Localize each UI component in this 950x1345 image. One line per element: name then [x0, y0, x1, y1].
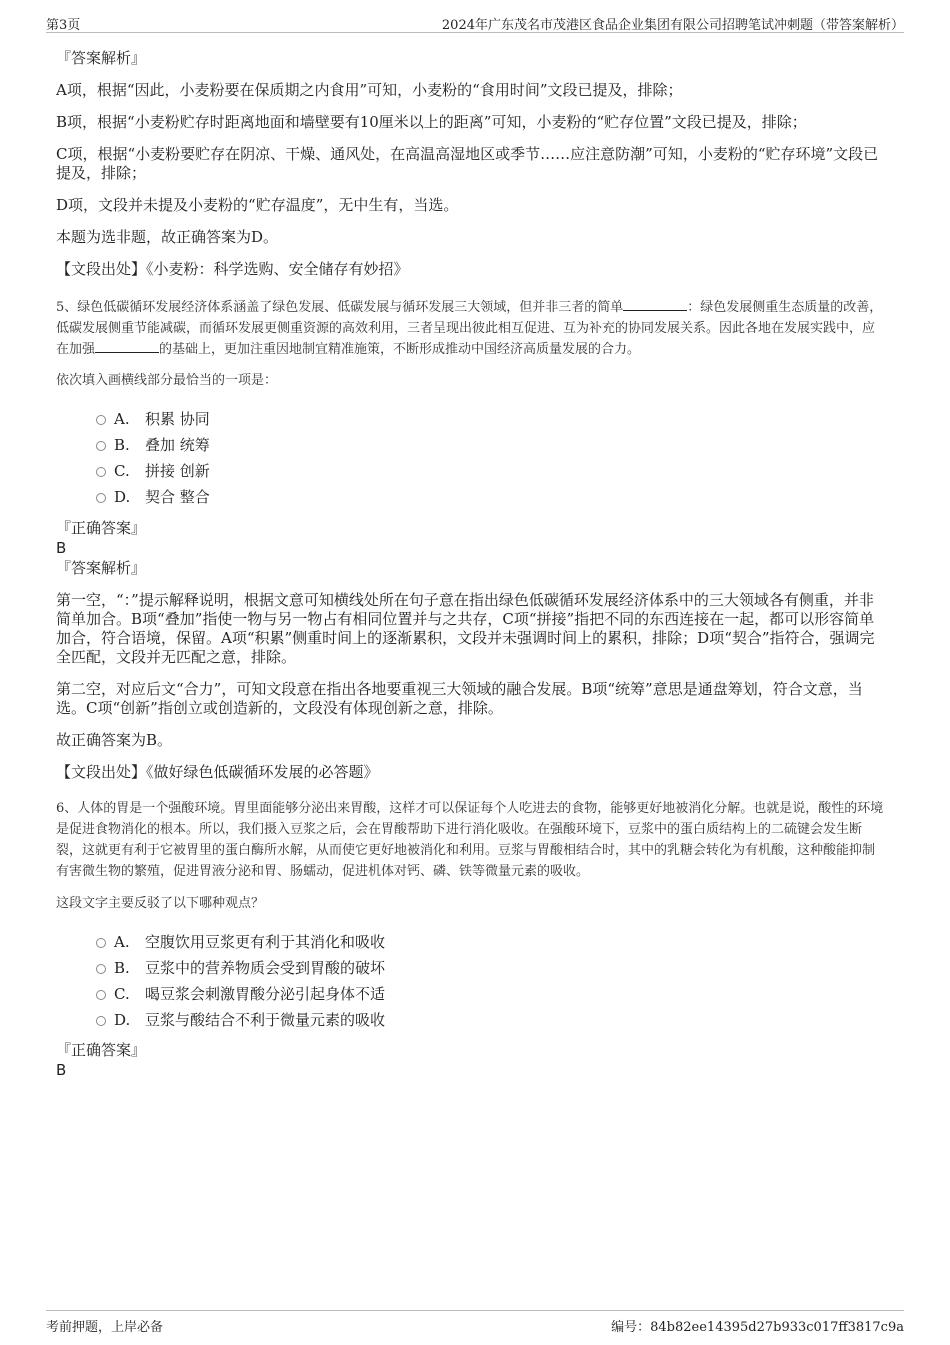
option-letter: A. — [114, 933, 130, 951]
page-header — [46, 12, 904, 33]
document-id: 编号：84b82ee14395d27b933c017ff3817c9a — [611, 1320, 904, 1335]
analysis-item-c: C项，根据“小麦粉要贮存在阴凉、干燥、通风处，在高温高湿地区或季节……应注意防潮”可知，小麦粉的“贮存环境”文段已提及，排除； — [56, 145, 879, 182]
option-b[interactable] — [56, 432, 886, 458]
question-6-options — [56, 929, 886, 1033]
option-text: 豆浆与酸结合不利于微量元素的吸收 — [145, 1011, 386, 1029]
fill-blank-1 — [623, 297, 687, 311]
option-text: 空腹饮用豆浆更有利于其消化和吸收 — [145, 933, 386, 951]
page-content — [56, 46, 886, 1080]
correct-answer-label: 『正确答案』 — [56, 1041, 147, 1059]
option-letter: C. — [114, 462, 130, 480]
page-footer — [46, 1310, 904, 1337]
option-letter: D. — [114, 1011, 131, 1029]
correct-answer-value: B — [56, 1061, 67, 1079]
option-letter: A. — [114, 410, 130, 428]
radio-button-icon[interactable] — [96, 938, 106, 948]
analysis-paragraph-2: 第二空，对应后文“合力”，可知文段意在指出各地要重视三大领域的融合发展。B项“统筹”意思是通盘筹划，符合文意，当选。C项“创新”指创立或创造新的，文段没有体现创新之意，排除。 — [56, 680, 863, 717]
question-5-text-part-2: ：绿色发展侧重生态质量的改善，低碳发展侧重节能减碳，而循环发展更侧重资源的高效利用，三者呈现出彼此相互促进、互为补充的协同发展关系。因此各地在发展实践中，应在加强 — [56, 300, 883, 357]
option-text: 积累 协同 — [145, 410, 210, 428]
option-d[interactable] — [56, 484, 886, 510]
option-text: 契合 整合 — [145, 488, 210, 506]
analysis-conclusion: 故正确答案为B。 — [56, 731, 173, 749]
option-letter: B. — [114, 436, 130, 454]
radio-button-icon[interactable] — [96, 467, 106, 477]
question-5-text-part-3: 的基础上，更加注重因地制宜精准施策，不断形成推动中国经济高质量发展的合力。 — [159, 342, 641, 357]
radio-button-icon[interactable] — [96, 964, 106, 974]
fill-blank-2 — [95, 339, 159, 353]
footer-slogan: 考前押题，上岸必备 — [46, 1320, 164, 1335]
analysis-label: 『答案解析』 — [56, 49, 147, 67]
analysis-paragraph-1: 第一空，“：”提示解释说明，根据文意可知横线处所在句子意在指出绿色低碳循环发展经济体系中的三大领域各有侧重，并非简单加合。B项“叠加”指使一物与另一物占有相同位置并与之共存，C项“拼接”指把不同的东西连接在一起，都可以形容简单加合，符合语境，保留。A项“积累”侧重时间上的逐渐累积，文段并未强调时间上的累积，排除；D项“契合”指符合，强调完全匹配，文段并无匹配之意，排除。 — [56, 591, 875, 666]
page-number: 第3页 — [46, 18, 81, 33]
option-text: 豆浆中的营养物质会受到胃酸的破坏 — [145, 959, 386, 977]
option-a[interactable] — [56, 406, 886, 432]
question-5-prompt: 依次填入画横线部分最恰当的一项是： — [56, 373, 278, 388]
analysis-label: 『答案解析』 — [56, 559, 147, 577]
analysis-item-d: D项，文段并未提及小麦粉的“贮存温度”，无中生有，当选。 — [56, 196, 459, 214]
radio-button-icon[interactable] — [96, 493, 106, 503]
option-a[interactable] — [56, 929, 886, 955]
source-citation: 【文段出处】《小麦粉：科学选购、安全储存有妙招》 — [56, 260, 409, 278]
question-5-text — [56, 297, 886, 360]
analysis-item-a: A项，根据“因此，小麦粉要在保质期之内食用”可知，小麦粉的“食用时间”文段已提及，排除； — [56, 81, 683, 99]
option-text: 叠加 统筹 — [145, 436, 210, 454]
analysis-conclusion: 本题为选非题，故正确答案为D。 — [56, 228, 279, 246]
radio-button-icon[interactable] — [96, 441, 106, 451]
source-citation: 【文段出处】《做好绿色低碳循环发展的必答题》 — [56, 763, 379, 781]
option-c[interactable] — [56, 981, 886, 1007]
option-letter: D. — [114, 488, 131, 506]
question-5-options — [56, 406, 886, 510]
option-text: 喝豆浆会刺激胃酸分泌引起身体不适 — [145, 985, 386, 1003]
question-6-text: 6、人体的胃是一个强酸环境。胃里面能够分泌出来胃酸，这样才可以保证每个人吃进去的食物，能够更好地被消化分解。也就是说，酸性的环境是促进食物消化的根本。所以，我们摄入豆浆之后，会在胃酸帮助下进行消化吸收。在强酸环境下，豆浆中的蛋白质结构上的二硫键会发生断裂，这就更有利于它被胃里的蛋白酶所水解，从而使它更好地被消化和利用。豆浆与胃酸相结合时，其中的乳糖会转化为有机酸，这种酸能抑制有害微生物的繁殖，促进胃液分泌和胃、肠蠕动，促进机体对钙、磷、铁等微量元素的吸收。 — [56, 801, 884, 879]
radio-button-icon[interactable] — [96, 415, 106, 425]
correct-answer-label: 『正确答案』 — [56, 519, 147, 537]
correct-answer-value: B — [56, 539, 67, 557]
question-6-prompt: 这段文字主要反驳了以下哪种观点？ — [56, 896, 265, 911]
option-b[interactable] — [56, 955, 886, 981]
option-d[interactable] — [56, 1007, 886, 1033]
option-c[interactable] — [56, 458, 886, 484]
document-title: 2024年广东茂名市茂港区食品企业集团有限公司招聘笔试冲刺题（带答案解析） — [441, 18, 904, 33]
option-letter: B. — [114, 959, 130, 977]
analysis-item-b: B项，根据“小麦粉贮存时距离地面和墙壁要有10厘米以上的距离”可知，小麦粉的“贮存位置”文段已提及，排除； — [56, 113, 807, 131]
option-text: 拼接 创新 — [145, 462, 210, 480]
radio-button-icon[interactable] — [96, 990, 106, 1000]
radio-button-icon[interactable] — [96, 1016, 106, 1026]
option-letter: C. — [114, 985, 130, 1003]
question-5-text-part-1: 5、绿色低碳循环发展经济体系涵盖了绿色发展、低碳发展与循环发展三大领域，但并非三者的简单 — [56, 300, 624, 315]
